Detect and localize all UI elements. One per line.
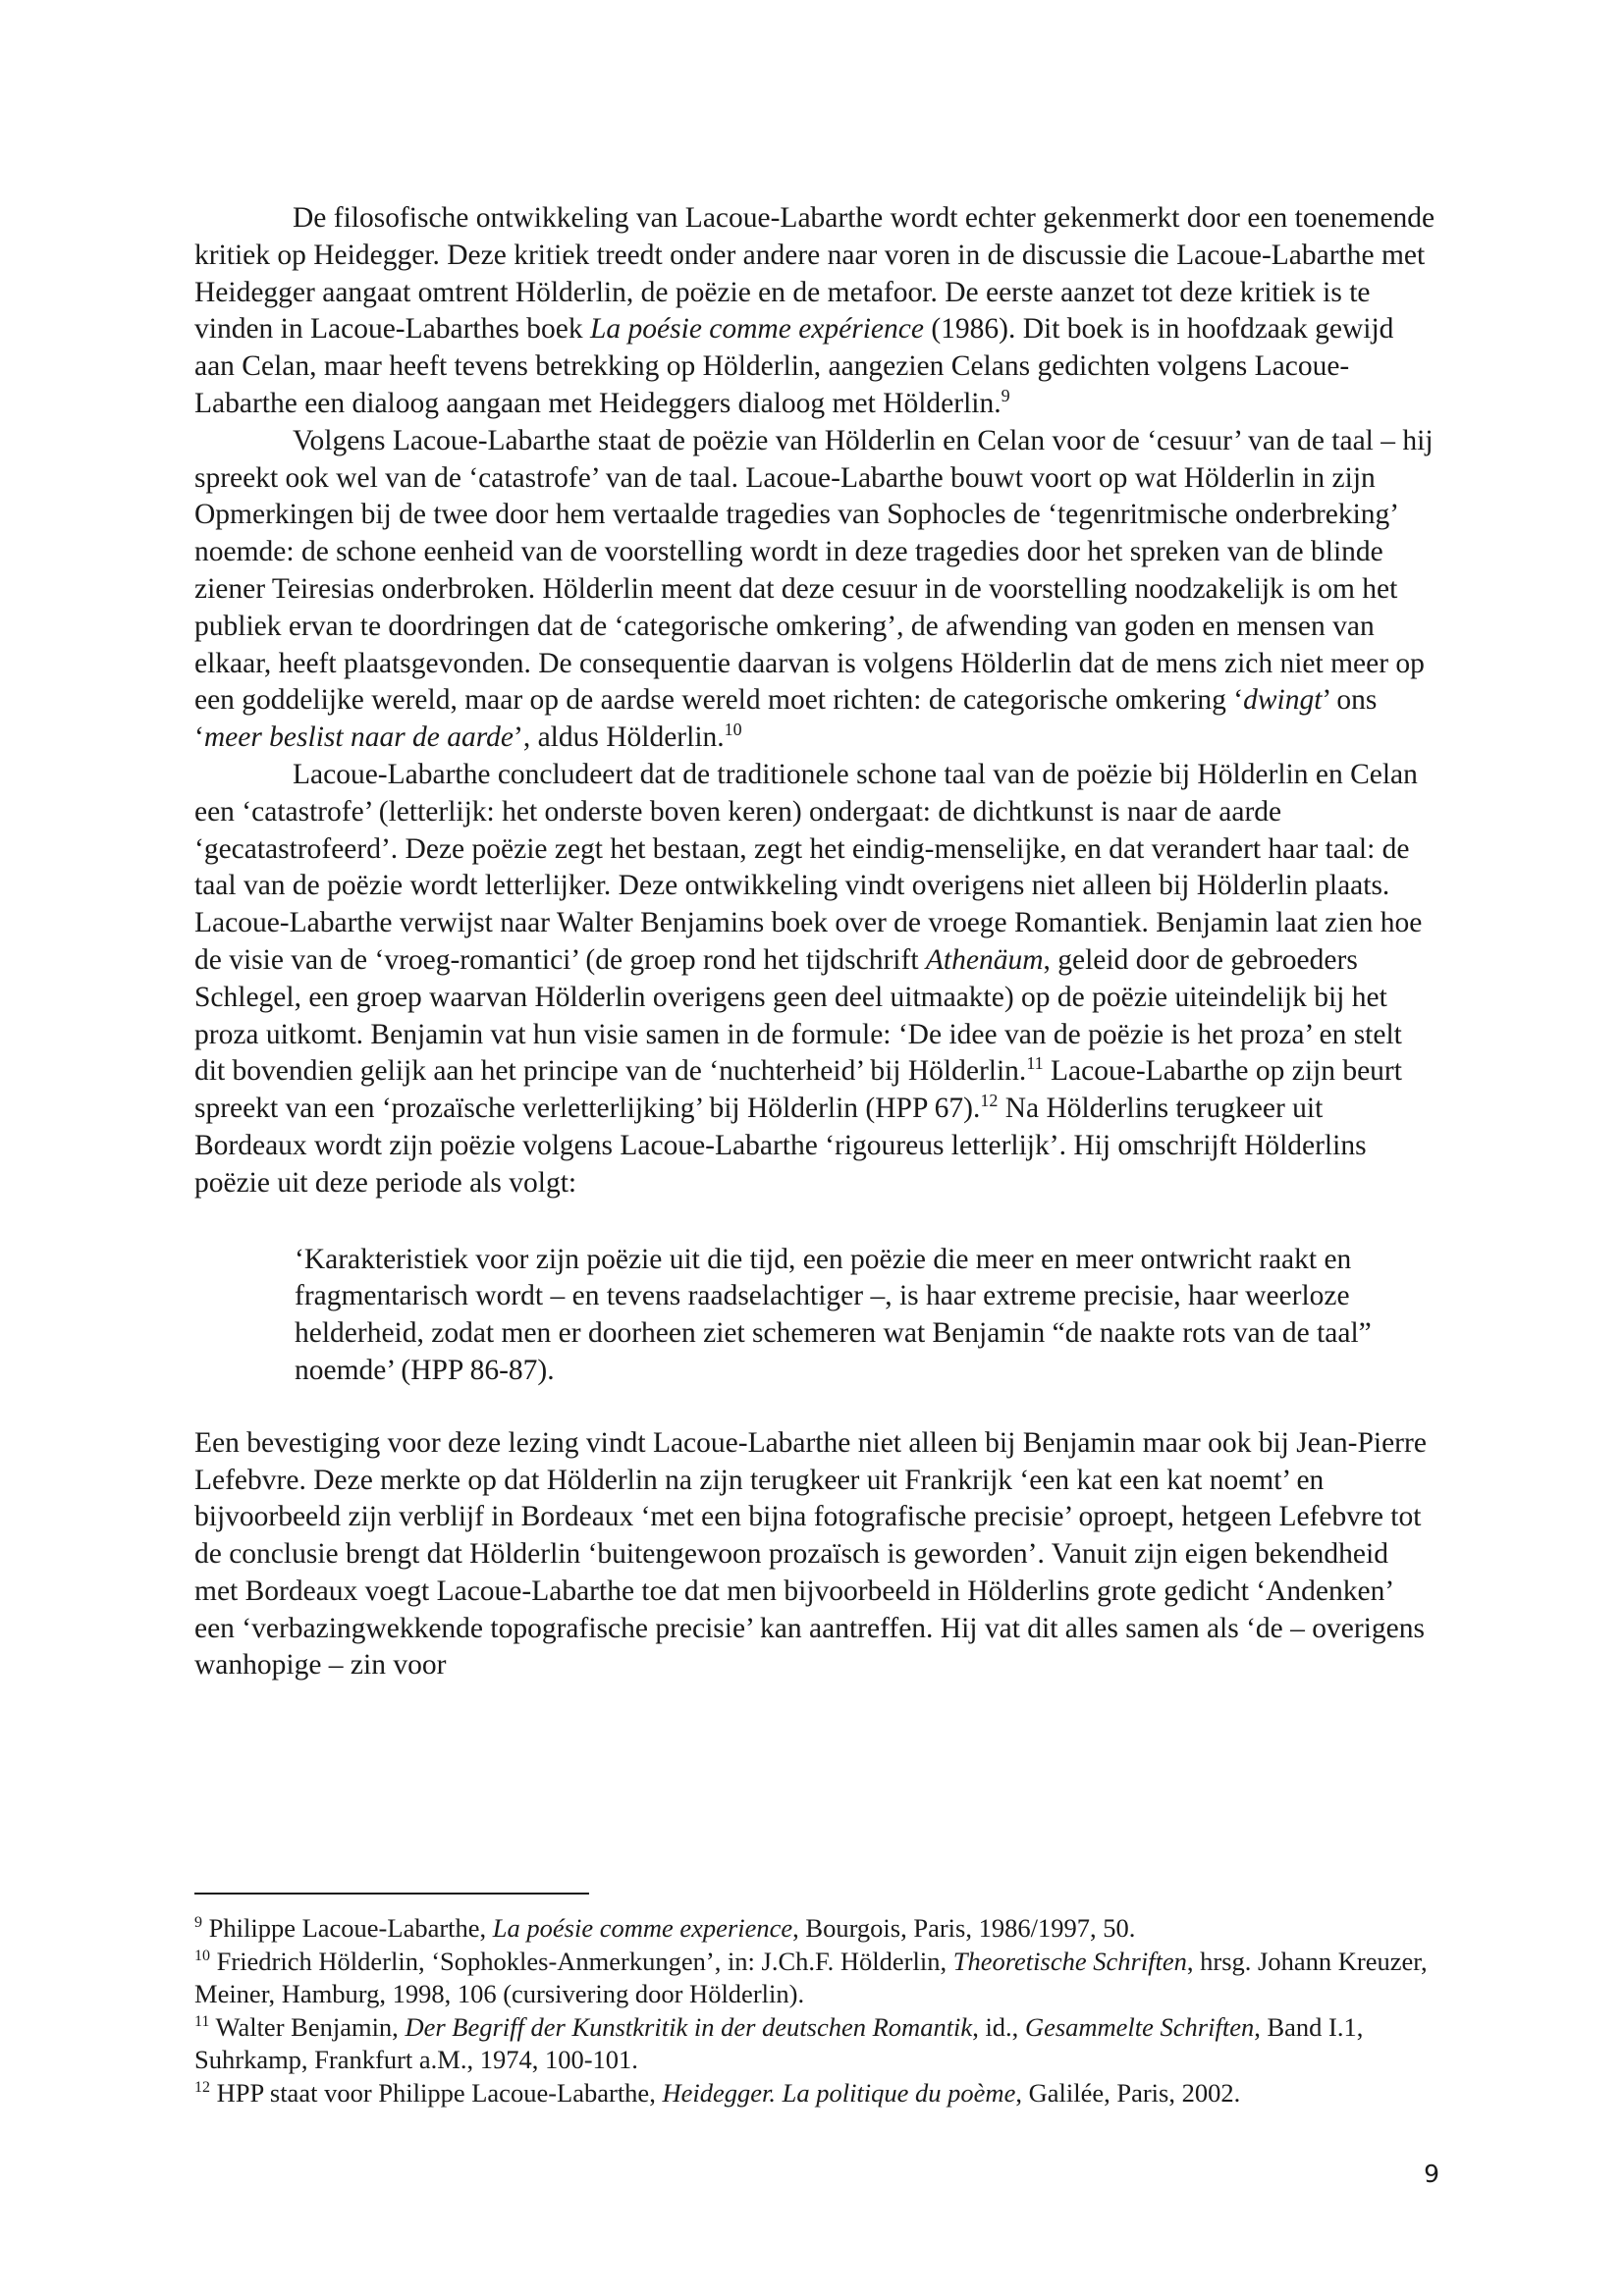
footnote — [194, 2077, 1437, 2110]
block-quote — [295, 1242, 1398, 1390]
italic-text: Theoretische Schriften — [952, 1946, 1187, 1976]
italic-text: La poésie comme experience — [492, 1913, 793, 1943]
footnote — [194, 1912, 1437, 1946]
footnote-number: 10 — [194, 1947, 210, 1964]
text-run: , Band I.1, Suhrkamp, Frankfurt a.M., 1974, 100-101. — [194, 2011, 1364, 2074]
text-run: , hrsg. Johann Kreuzer, Meiner, Hamburg, 1998, 106 (cursivering door Hölderlin). — [194, 1946, 1428, 2008]
text-run: Philippe Lacoue-Labarthe, — [202, 1913, 493, 1943]
text-run: Volgens Lacoue-Labarthe staat de poëzie van Hölderlin en Celan voor de ‘cesuur’ van de taal – hij spreekt ook wel van de ‘catastrofe’ van de taal. Lacoue-Labarthe bouwt voort op wat Hölderlin in zijn Opmerkingen bij de twee door hem vertaalde tragedies van Sophocles de ‘tegenritmische onderbreking’ noemde: de schone eenheid van de voorstelling wordt in deze tragedies door het spreken van de blinde ziener Teiresias onderbroken. Hölderlin meent dat deze cesuur in de voorstelling noodzakelijk is om het publiek ervan te doordringen dat de ‘categorische omkering’, de afwending van goden en mensen van elkaar, heeft plaatsgevonden. De consequentie daarvan is volgens Hölderlin dat de mens zich niet meer op een goddelijke wereld, maar op de aardse wereld moet richten: de categorische omkering ‘ — [194, 424, 1434, 717]
footnote-number: 11 — [194, 2012, 210, 2030]
italic-text: Der Begriff der Kunstkritik in der deutschen Romantik — [405, 2011, 973, 2042]
text-run: Een bevestiging voor deze lezing vindt Lacoue-Labarthe niet alleen bij Benjamin maar ook bij Jean-Pierre Lefebvre. Deze merkte op dat Hölderlin na zijn terugkeer uit Frankrijk ‘een kat een kat noemt’ en bijvoorbeeld zijn verblijf in Bordeaux ‘met een bijna fotografische precisie’ oproept, hetgeen Lefebvre tot de conclusie brengt dat Hölderlin ‘buitengewoon prozaïsch is geworden’. Vanuit zijn eigen bekendheid met Bordeaux voegt Lacoue-Labarthe toe dat men bijvoorbeeld in Hölderlins grote gedicht ‘Andenken’ een ‘verbazingwekkende topografische precisie’ kan aantreffen. Hij vat dit alles samen als ‘de – overigens wanhopige – zin voor — [194, 1426, 1427, 1682]
italic-text: Athenäum — [925, 943, 1044, 976]
italic-text: Heidegger. La politique du poème — [662, 2077, 1016, 2108]
text-run: Walter Benjamin, — [209, 2011, 406, 2042]
footnotes — [194, 1912, 1437, 2109]
text-run: HPP staat voor Philippe Lacoue-Labarthe, — [210, 2077, 663, 2108]
footnote-reference: 9 — [1001, 386, 1010, 406]
footnote-number: 12 — [194, 2078, 210, 2096]
text-run: De filosofische ontwikkeling van Lacoue-Labarthe wordt echter gekenmerkt door een toenemende kritiek op Heidegger. Deze kritiek treedt onder andere naar voren in de discussie die Lacoue-Labarthe met Heidegger aangaat omtrent Hölderlin, de poëzie en de metafoor. De eerste aanzet tot deze kritiek is te vinden in Lacoue-Labarthes boek — [194, 202, 1435, 346]
paragraph — [194, 423, 1437, 757]
footnote-separator — [194, 1893, 589, 1895]
footnote-reference: 10 — [724, 720, 742, 740]
footnote-reference: 11 — [1026, 1053, 1044, 1074]
text-run: Na Hölderlins terugkeer uit Bordeaux wordt zijn poëzie volgens Lacoue-Labarthe ‘rigoureus letterlijk’. Hij omschrijft Hölderlins poëzie uit deze periode als volgt: — [194, 1093, 1367, 1199]
text-run: ’ ons ‘ — [194, 684, 1378, 754]
paragraph — [194, 200, 1437, 423]
text-run: ‘Karakteristiek voor zijn poëzie uit die tijd, een poëzie die meer en meer ontwricht raakt en fragmentarisch wordt – en tevens raadselachtiger –, is haar extreme precisie, haar weerloze helderheid, zodat men er doorheen ziet schemeren wat Benjamin “de naakte rots van de taal” noemde’ (HPP 86-87). — [295, 1243, 1372, 1386]
italic-text: Gesammelte Schriften — [1024, 2011, 1255, 2042]
italic-text: meer beslist naar de aarde — [203, 721, 514, 754]
paragraph — [194, 757, 1437, 1202]
footnote — [194, 2011, 1437, 2077]
footnote-number: 9 — [194, 1914, 202, 1932]
text-run: , Bourgois, Paris, 1986/1997, 50. — [792, 1913, 1136, 1943]
page-number: 9 — [1424, 2160, 1439, 2188]
footnote-reference: 12 — [980, 1091, 999, 1111]
text-run: Lacoue-Labarthe concludeert dat de traditionele schone taal van de poëzie bij Hölderlin en Celan een ‘catastrofe’ (letterlijk: het onderste boven keren) ondergaat: de dichtkunst is naar de aarde ‘gecatastrofeerd’. Deze poëzie zegt het bestaan, zegt het eindig-menselijke, en dat verandert haar taal: de taal van de poëzie wordt letterlijker. Deze ontwikkeling vindt overigens niet alleen bij Hölderlin plaats. Lacoue-Labarthe verwijst naar Walter Benjamins boek over de vroege Romantiek. Benjamin laat zien hoe de visie van de ‘vroeg-romantici’ (de groep rond het tijdschrift — [194, 758, 1423, 976]
text-run: (1986). Dit boek is in hoofdzaak gewijd aan Celan, maar heeft tevens betrekking op Hölderlin, aangezien Celans gedichten volgens Lacoue-Labarthe een dialoog aangaan met Heideggers dialoog met Hölderlin. — [194, 313, 1394, 419]
text-run: Friedrich Hölderlin, ‘Sophokles-Anmerkungen’, in: J.Ch.F. Hölderlin, — [210, 1946, 953, 1976]
italic-text: dwingt — [1243, 684, 1323, 717]
text-run: , Galilée, Paris, 2002. — [1015, 2077, 1241, 2108]
text-run: Lacoue-Labarthe op zijn beurt spreekt van een ‘prozaïsche verletterlijking’ bij Hölderlin (HPP 67). — [194, 1055, 1402, 1125]
text-run: , id., — [972, 2011, 1025, 2042]
text-run: ’, aldus Hölderlin. — [514, 721, 725, 754]
paragraph — [194, 1425, 1437, 1685]
text-run: , geleid door de gebroeders Schlegel, een groep waarvan Hölderlin overigens geen deel uitmaakte) op de poëzie uiteindelijk bij het proza uitkomt. Benjamin vat hun visie samen in de formule: ‘De idee van de poëzie is het proza’ en stelt dit bovendien gelijk aan het principe van de ‘nuchterheid’ bij Hölderlin. — [194, 943, 1402, 1088]
body-text — [194, 200, 1437, 1684]
footnote — [194, 1946, 1437, 2011]
italic-text: La poésie comme expérience — [590, 313, 924, 346]
